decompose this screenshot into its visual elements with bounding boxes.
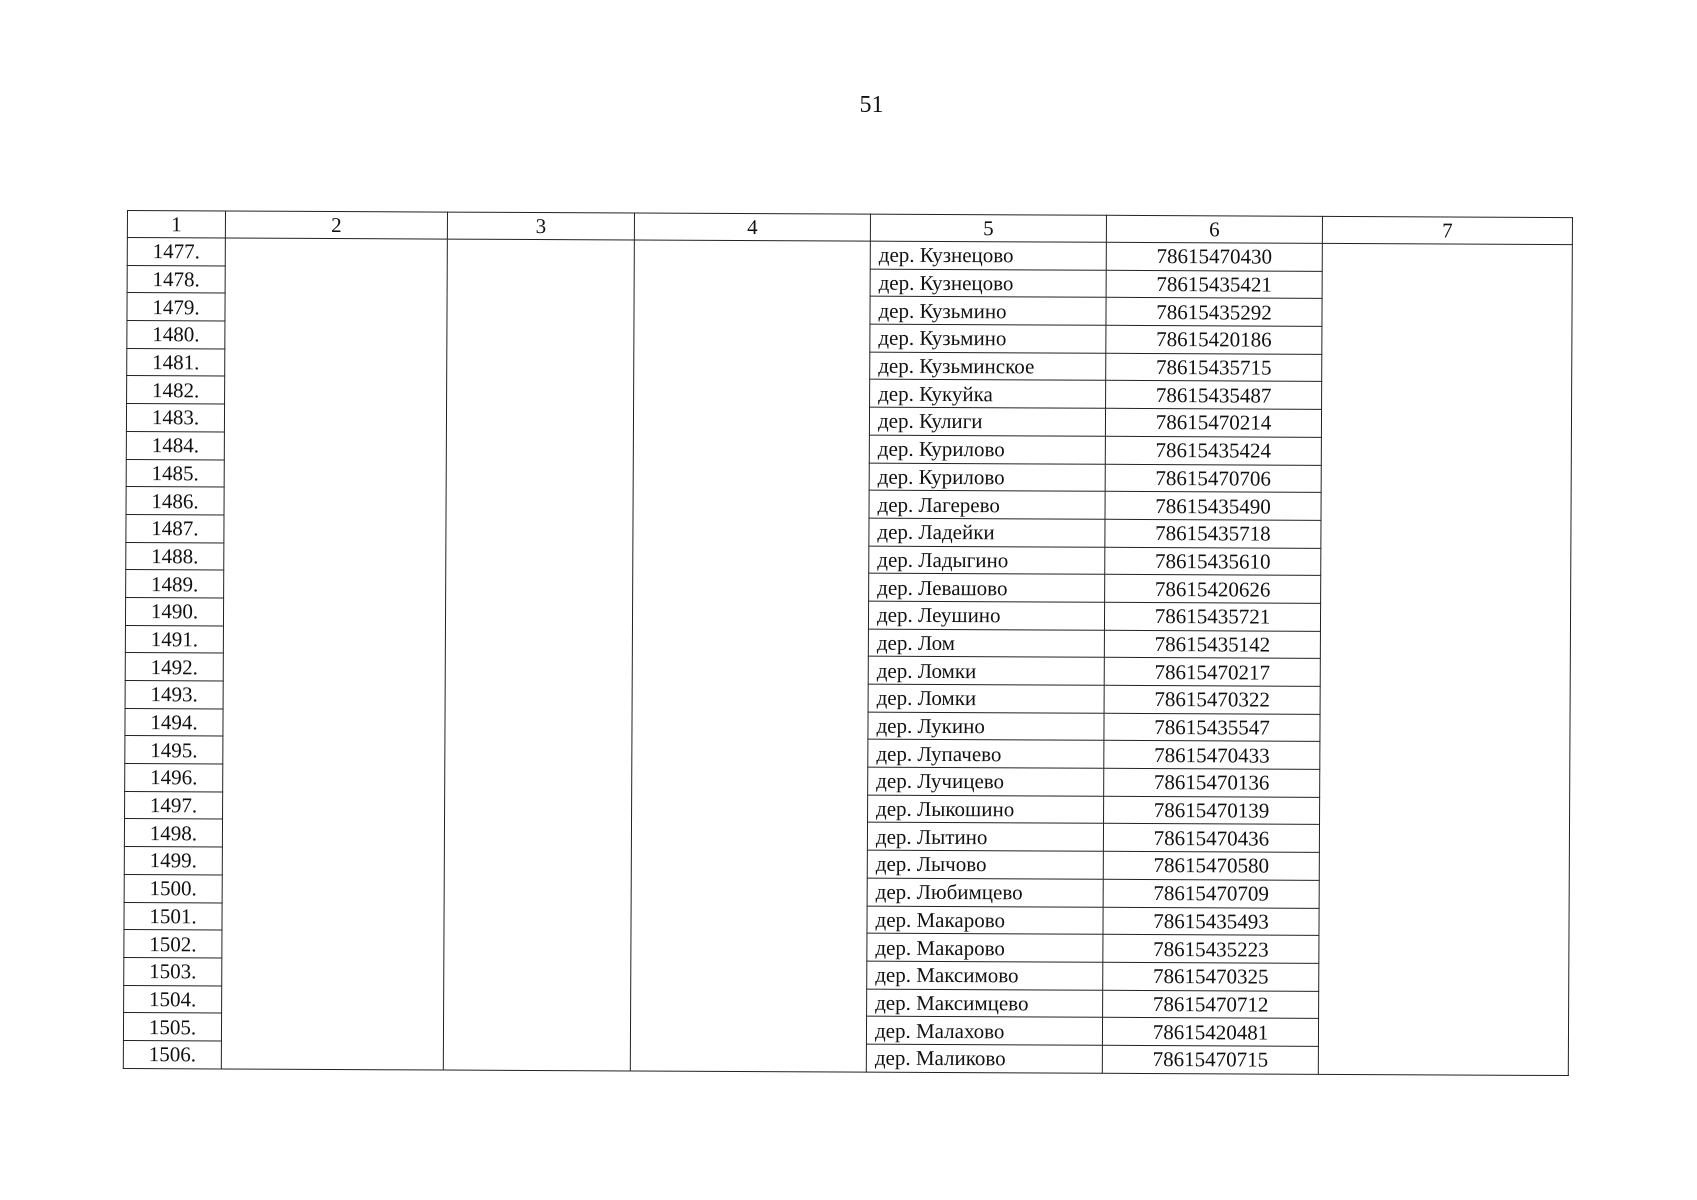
row-number-cell: 1484. [126,431,224,459]
page-number: 51 [859,92,884,118]
row-number-cell: 1498. [124,819,222,847]
oktmo-code-cell: 78615435142 [1104,630,1320,659]
settlement-name-cell: дер. Кузьминское [870,352,1106,381]
settlement-name-cell: дер. Лом [868,629,1104,658]
column-header-6: 6 [1106,215,1322,243]
settlement-name-cell: дер. Лыкошино [868,795,1104,824]
settlement-name-cell: дер. Макарово [867,933,1103,962]
row-number-cell: 1482. [127,376,225,404]
row-number-cell: 1493. [125,680,223,708]
row-number-cell: 1477. [127,238,225,266]
settlement-name-cell: дер. Курилово [869,463,1105,492]
oktmo-code-cell: 78615470322 [1104,685,1320,714]
oktmo-code-cell: 78615435718 [1105,519,1321,548]
row-number-cell: 1497. [125,791,223,819]
settlements-table [123,210,1573,1076]
oktmo-code-cell: 78615470217 [1104,658,1320,687]
row-number-cell: 1504. [124,985,222,1013]
oktmo-code-cell: 78615470325 [1103,962,1319,991]
settlement-name-cell: дер. Ладейки [869,518,1105,547]
row-number-cell: 1506. [123,1040,221,1068]
oktmo-code-cell: 78615470139 [1104,796,1320,825]
row-number-cell: 1488. [126,542,224,570]
row-number-cell: 1478. [127,265,225,293]
settlement-name-cell: дер. Лычово [867,850,1103,879]
row-number-cell: 1490. [125,597,223,625]
empty-column-7-cell [1318,243,1572,1075]
oktmo-code-cell: 78615470712 [1103,990,1319,1019]
settlement-name-cell: дер. Кузьмино [870,297,1106,326]
settlement-name-cell: дер. Кузьмино [870,324,1106,353]
oktmo-code-cell: 78615420481 [1102,1018,1318,1047]
oktmo-code-cell: 78615435715 [1106,353,1322,382]
row-number-cell: 1487. [126,514,224,542]
oktmo-code-cell: 78615470436 [1103,824,1319,853]
oktmo-code-cell: 78615470706 [1105,464,1321,493]
settlement-name-cell: дер. Кузнецово [870,241,1106,270]
settlement-name-cell: дер. Ломки [868,656,1104,685]
row-number-cell: 1494. [125,708,223,736]
row-number-cell: 1480. [127,321,225,349]
oktmo-code-cell: 78615435487 [1106,381,1322,410]
oktmo-code-cell: 78615470433 [1104,741,1320,770]
oktmo-code-cell: 78615470580 [1103,851,1319,880]
oktmo-code-cell: 78615470430 [1106,242,1322,271]
row-number-cell: 1503. [124,957,222,985]
settlement-name-cell: дер. Малахово [866,1016,1102,1045]
settlement-name-cell: дер. Курилово [869,435,1105,464]
settlement-name-cell: дер. Кукуйка [870,380,1106,409]
row-number-cell: 1502. [124,930,222,958]
oktmo-code-cell: 78615435424 [1105,436,1321,465]
settlement-name-cell: дер. Любимцево [867,878,1103,907]
column-header-7: 7 [1322,216,1572,244]
column-header-4: 4 [634,213,870,241]
settlement-name-cell: дер. Лупачево [868,740,1104,769]
column-header-3: 3 [447,212,634,240]
table-body [123,238,1572,1076]
row-number-cell: 1491. [125,625,223,653]
oktmo-code-cell: 78615435292 [1106,298,1322,327]
row-number-cell: 1505. [123,1013,221,1041]
settlement-name-cell: дер. Леушино [868,601,1104,630]
oktmo-code-cell: 78615435490 [1105,491,1321,520]
oktmo-code-cell: 78615435223 [1103,934,1319,963]
oktmo-code-cell: 78615470709 [1103,879,1319,908]
row-number-cell: 1496. [125,764,223,792]
oktmo-code-cell: 78615470136 [1104,768,1320,797]
settlement-name-cell: дер. Маликово [866,1044,1102,1073]
column-header-5: 5 [870,214,1106,242]
settlement-name-cell: дер. Кузнецово [870,269,1106,298]
settlement-name-cell: дер. Максимово [867,961,1103,990]
oktmo-code-cell: 78615435493 [1103,907,1319,936]
oktmo-code-cell: 78615420186 [1106,325,1322,354]
oktmo-code-cell: 78615420626 [1105,575,1321,604]
oktmo-code-cell: 78615435421 [1106,270,1322,299]
row-number-cell: 1483. [126,404,224,432]
row-number-cell: 1485. [126,459,224,487]
empty-column-4-cell [630,240,870,1072]
settlement-name-cell: дер. Кулиги [869,407,1105,436]
row-number-cell: 1492. [125,653,223,681]
row-number-cell: 1501. [124,902,222,930]
row-number-cell: 1489. [126,570,224,598]
settlement-name-cell: дер. Ломки [868,684,1104,713]
settlement-name-cell: дер. Ладыгино [869,546,1105,575]
oktmo-code-cell: 78615470715 [1102,1045,1318,1074]
column-header-2: 2 [225,211,447,239]
settlement-name-cell: дер. Максимцево [867,989,1103,1018]
settlement-name-cell: дер. Левашово [869,573,1105,602]
row-number-cell: 1481. [127,348,225,376]
settlement-name-cell: дер. Лытино [867,823,1103,852]
table-row [127,238,1572,273]
settlement-name-cell: дер. Макарово [867,906,1103,935]
empty-column-2-cell [221,238,447,1070]
settlement-name-cell: дер. Лагерево [869,490,1105,519]
settlement-name-cell: дер. Лукино [868,712,1104,741]
oktmo-code-cell: 78615470214 [1105,408,1321,437]
settlement-name-cell: дер. Лучицево [868,767,1104,796]
row-number-cell: 1500. [124,874,222,902]
column-header-1: 1 [127,211,225,238]
row-number-cell: 1499. [124,847,222,875]
empty-column-3-cell [443,239,634,1071]
row-number-cell: 1479. [127,293,225,321]
oktmo-code-cell: 78615435610 [1105,547,1321,576]
row-number-cell: 1495. [125,736,223,764]
oktmo-code-cell: 78615435547 [1104,713,1320,742]
oktmo-code-cell: 78615435721 [1104,602,1320,631]
row-number-cell: 1486. [126,487,224,515]
